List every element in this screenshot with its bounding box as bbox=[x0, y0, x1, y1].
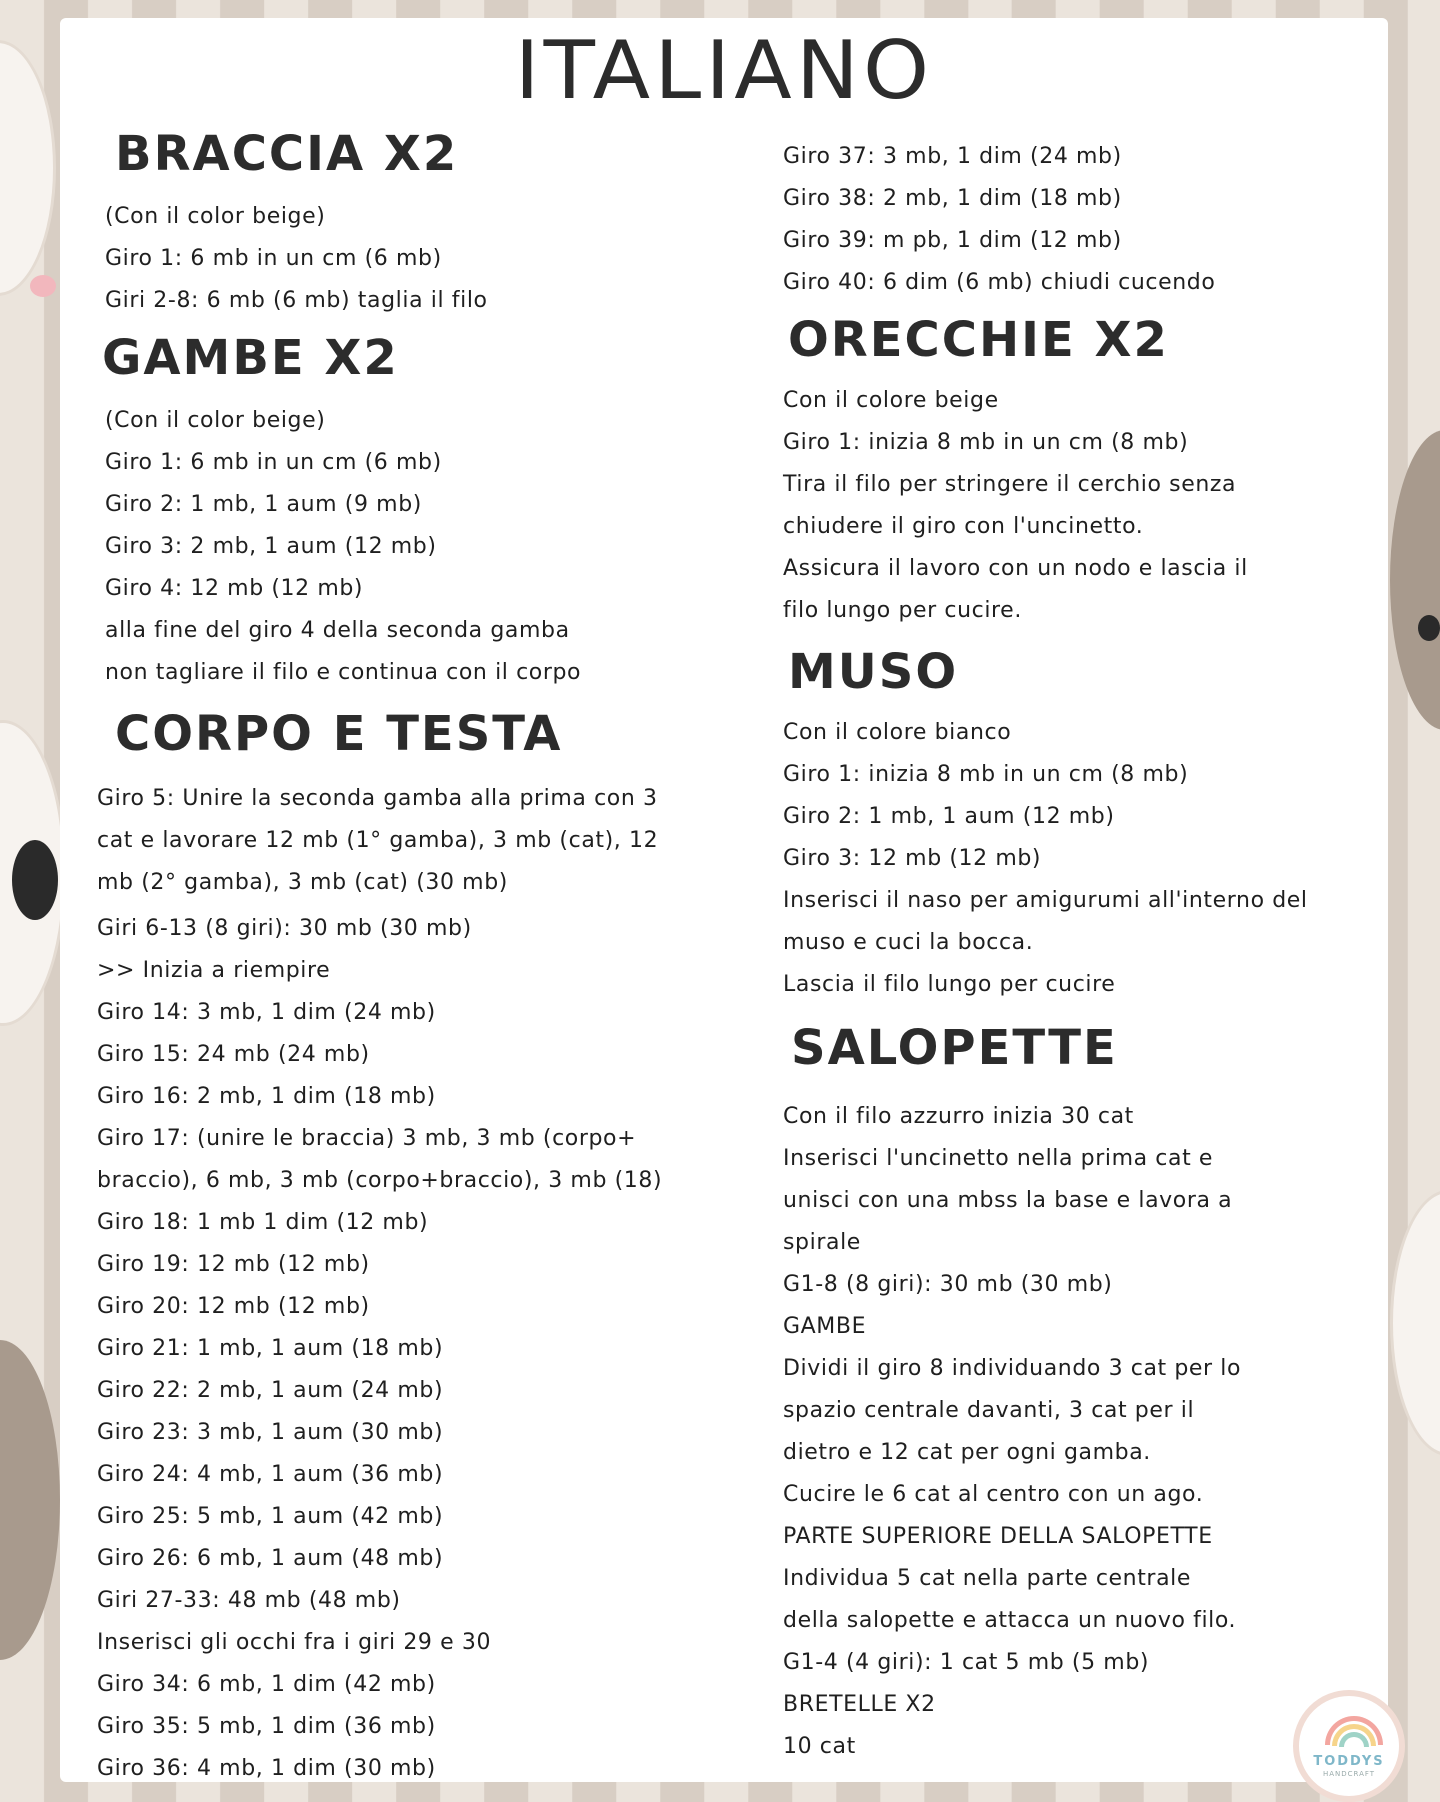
orecchie-line: chiudere il giro con l'uncinetto. bbox=[783, 514, 1144, 539]
corpo-line: Giro 20: 12 mb (12 mb) bbox=[97, 1294, 370, 1319]
heading-gambe: GAMBE X2 bbox=[102, 330, 399, 386]
gambe-line: Giro 3: 2 mb, 1 aum (12 mb) bbox=[105, 534, 437, 559]
muso-line: Lascia il filo lungo per cucire bbox=[783, 972, 1116, 997]
corpo-line: cat e lavorare 12 mb (1° gamba), 3 mb (cat), 12 bbox=[97, 828, 659, 853]
salopette-line: unisci con una mbss la base e lavora a bbox=[783, 1188, 1233, 1213]
salopette-line: G1-4 (4 giri): 1 cat 5 mb (5 mb) bbox=[783, 1650, 1150, 1675]
heading-salopette: SALOPETTE bbox=[791, 1020, 1118, 1076]
bear-eye bbox=[1418, 615, 1440, 641]
corpo-line: Giro 16: 2 mb, 1 dim (18 mb) bbox=[97, 1084, 436, 1109]
corpo-line: Giro 34: 6 mb, 1 dim (42 mb) bbox=[97, 1672, 436, 1697]
corpo-line: Giro 35: 5 mb, 1 dim (36 mb) bbox=[97, 1714, 436, 1739]
corpo-line: Giro 21: 1 mb, 1 aum (18 mb) bbox=[97, 1336, 444, 1361]
gambe-line: Giro 1: 6 mb in un cm (6 mb) bbox=[105, 450, 442, 475]
muso-line: Con il colore bianco bbox=[783, 720, 1012, 745]
logo-name: TODDYS bbox=[1313, 1754, 1385, 1769]
salopette-line: Dividi il giro 8 individuando 3 cat per lo bbox=[783, 1356, 1242, 1381]
muso-line: Giro 3: 12 mb (12 mb) bbox=[783, 846, 1042, 871]
salopette-line: Con il filo azzurro inizia 30 cat bbox=[783, 1104, 1134, 1129]
orecchie-line: Con il colore beige bbox=[783, 388, 999, 413]
bear-decoration-left-bottom bbox=[0, 1340, 60, 1660]
gambe-line: alla fine del giro 4 della seconda gamba bbox=[105, 618, 570, 643]
corpo-cont-line: Giro 40: 6 dim (6 mb) chiudi cucendo bbox=[783, 270, 1216, 295]
bear-decoration-right-bottom bbox=[1390, 1190, 1440, 1456]
corpo-cont-line: Giro 39: m pb, 1 dim (12 mb) bbox=[783, 228, 1122, 253]
salopette-line: Inserisci l'uncinetto nella prima cat e bbox=[783, 1146, 1214, 1171]
heading-corpo: CORPO E TESTA bbox=[115, 706, 563, 762]
muso-line: Inserisci il naso per amigurumi all'interno del bbox=[783, 888, 1308, 913]
salopette-line: spirale bbox=[783, 1230, 861, 1255]
corpo-line: Giro 22: 2 mb, 1 aum (24 mb) bbox=[97, 1378, 444, 1403]
salopette-line: PARTE SUPERIORE DELLA SALOPETTE bbox=[783, 1524, 1213, 1549]
salopette-line: Individua 5 cat nella parte centrale bbox=[783, 1566, 1192, 1591]
recipe-sheet bbox=[60, 18, 1388, 1782]
corpo-line: >> Inizia a riempire bbox=[97, 958, 331, 983]
corpo-line: Giro 19: 12 mb (12 mb) bbox=[97, 1252, 370, 1277]
logo-subtitle: HANDCRAFT bbox=[1322, 1770, 1376, 1778]
gambe-line: (Con il color beige) bbox=[105, 408, 326, 433]
corpo-line: mb (2° gamba), 3 mb (cat) (30 mb) bbox=[97, 870, 508, 895]
heading-braccia: BRACCIA X2 bbox=[115, 126, 459, 182]
salopette-line: G1-8 (8 giri): 30 mb (30 mb) bbox=[783, 1272, 1113, 1297]
heading-muso: MUSO bbox=[788, 644, 959, 700]
corpo-line: Giro 24: 4 mb, 1 aum (36 mb) bbox=[97, 1462, 444, 1487]
corpo-line: Giro 26: 6 mb, 1 aum (48 mb) bbox=[97, 1546, 444, 1571]
salopette-line: della salopette e attacca un nuovo filo. bbox=[783, 1608, 1237, 1633]
salopette-line: spazio centrale davanti, 3 cat per il bbox=[783, 1398, 1195, 1423]
salopette-line: Cucire le 6 cat al centro con un ago. bbox=[783, 1482, 1204, 1507]
gambe-line: Giro 4: 12 mb (12 mb) bbox=[105, 576, 364, 601]
muso-line: Giro 2: 1 mb, 1 aum (12 mb) bbox=[783, 804, 1115, 829]
corpo-line: Giri 27-33: 48 mb (48 mb) bbox=[97, 1588, 401, 1613]
corpo-line: Giro 15: 24 mb (24 mb) bbox=[97, 1042, 370, 1067]
corpo-cont-line: Giro 37: 3 mb, 1 dim (24 mb) bbox=[783, 144, 1122, 169]
braccia-line: (Con il color beige) bbox=[105, 204, 326, 229]
orecchie-line: Assicura il lavoro con un nodo e lascia il bbox=[783, 556, 1248, 581]
bear-decoration-right bbox=[1390, 430, 1440, 730]
corpo-line: Giro 5: Unire la seconda gamba alla prima con 3 bbox=[97, 786, 658, 811]
gambe-line: non tagliare il filo e continua con il corpo bbox=[105, 660, 582, 685]
corpo-line: Giro 23: 3 mb, 1 aum (30 mb) bbox=[97, 1420, 444, 1445]
corpo-line: braccio), 6 mb, 3 mb (corpo+braccio), 3 mb (18) bbox=[97, 1168, 663, 1193]
corpo-line: Inserisci gli occhi fra i giri 29 e 30 bbox=[97, 1630, 492, 1655]
orecchie-line: filo lungo per cucire. bbox=[783, 598, 1022, 623]
braccia-line: Giri 2-8: 6 mb (6 mb) taglia il filo bbox=[105, 288, 488, 313]
corpo-line: Giro 17: (unire le braccia) 3 mb, 3 mb (corpo+ bbox=[97, 1126, 637, 1151]
corpo-line: Giro 18: 1 mb 1 dim (12 mb) bbox=[97, 1210, 429, 1235]
orecchie-line: Tira il filo per stringere il cerchio senza bbox=[783, 472, 1237, 497]
corpo-line: Giro 25: 5 mb, 1 aum (42 mb) bbox=[97, 1504, 444, 1529]
bear-cheek bbox=[30, 275, 56, 297]
braccia-line: Giro 1: 6 mb in un cm (6 mb) bbox=[105, 246, 442, 271]
muso-line: muso e cuci la bocca. bbox=[783, 930, 1034, 955]
orecchie-line: Giro 1: inizia 8 mb in un cm (8 mb) bbox=[783, 430, 1189, 455]
bear-eye bbox=[12, 840, 58, 920]
heading-orecchie: ORECCHIE X2 bbox=[788, 312, 1169, 368]
page-title: ITALIANO bbox=[514, 24, 934, 117]
toddys-logo bbox=[1293, 1690, 1405, 1802]
muso-line: Giro 1: inizia 8 mb in un cm (8 mb) bbox=[783, 762, 1189, 787]
salopette-line: dietro e 12 cat per ogni gamba. bbox=[783, 1440, 1151, 1465]
corpo-cont-line: Giro 38: 2 mb, 1 dim (18 mb) bbox=[783, 186, 1122, 211]
salopette-line: BRETELLE X2 bbox=[783, 1692, 936, 1717]
corpo-line: Giro 14: 3 mb, 1 dim (24 mb) bbox=[97, 1000, 436, 1025]
salopette-line: 10 cat bbox=[783, 1734, 856, 1759]
salopette-line: GAMBE bbox=[783, 1314, 867, 1339]
corpo-line: Giro 36: 4 mb, 1 dim (30 mb) bbox=[97, 1756, 436, 1781]
corpo-line: Giri 6-13 (8 giri): 30 mb (30 mb) bbox=[97, 916, 472, 941]
gambe-line: Giro 2: 1 mb, 1 aum (9 mb) bbox=[105, 492, 422, 517]
